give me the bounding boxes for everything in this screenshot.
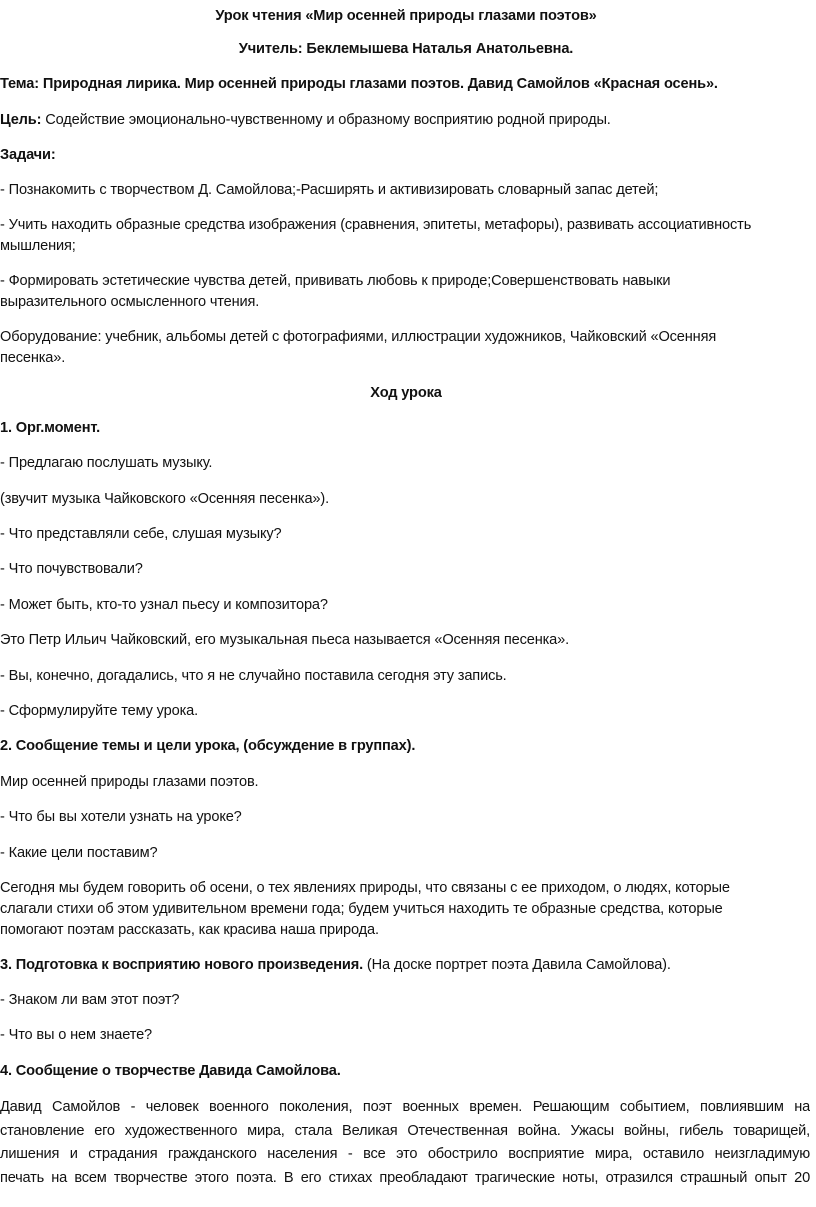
section-2-line: - Какие цели поставим? [0,845,158,861]
teacher-name: Учитель: Беклемышева Наталья Анатольевна. [238,41,574,57]
goal-label: Цель: [0,112,42,128]
section-1-line: (звучит музыка Чайковского «Осенняя песенка»). [0,491,330,507]
section-1-line: - Сформулируйте тему урока. [0,703,199,719]
topic-line [0,74,812,95]
section-1-line: - Что почувствовали? [0,561,143,577]
section-4-paragraph [0,1096,810,1190]
section-4-paragraph-line: становление его художественного мира, стала Великая Отечественная война. Ужасы войны, гибель товарищей, [0,1122,810,1139]
task-item: - Формировать эстетические чувства детей, прививать любовь к природе;Совершенствовать навыки [0,273,671,289]
task-item: - Познакомить с творчеством Д. Самойлова;-Расширять и активизировать словарный запас детей; [0,182,659,198]
section-2-paragraph-line: слагали стихи об этом удивительном времени года; будем учиться находить те образные средства, которые [0,901,723,917]
section-3-line: - Знаком ли вам этот поэт? [0,992,180,1008]
task-item: выразительного осмысленного чтения. [0,294,260,310]
lesson-title: Урок чтения «Мир осенней природы глазами поэтов» [215,8,597,24]
section-2-paragraph-line: Сегодня мы будем говорить об осени, о тех явлениях природы, что связаны с ее приходом, о людях, которые [0,880,730,896]
section-1-line: - Вы, конечно, догадались, что я не случайно поставила сегодня эту запись. [0,668,507,684]
section-2-line: Мир осенней природы глазами поэтов. [0,774,259,790]
goal-text: Содействие эмоционально-чувственному и образному восприятию родной природы. [41,112,611,128]
section-1-line: - Предлагаю послушать музыку. [0,455,213,471]
task-item: - Учить находить образные средства изображения (сравнения, эпитеты, метафоры), развивать ассоциативность [0,217,752,233]
section-4-paragraph-line: печать на всем творчестве этого поэта. В его стихах преобладают трагические ноты, отразился страшный опыт 20 [0,1169,810,1186]
equipment-line: Оборудование: учебник, альбомы детей с фотографиями, иллюстрации художников, Чайковский «Осенняя [0,329,717,345]
tasks-label: Задачи: [0,147,56,163]
section-3-heading-line [0,955,812,976]
section-1-line: - Что представляли себе, слушая музыку? [0,526,282,542]
section-3-heading: 3. Подготовка к восприятию нового произведения. [0,957,364,973]
lesson-flow-heading: Ход урока [370,385,442,401]
section-4-paragraph-line: Давид Самойлов - человек военного поколения, поэт военных времен. Решающим событием, повлиявшим на [0,1099,810,1115]
section-2-heading: 2. Сообщение темы и цели урока, (обсуждение в группах). [0,738,416,754]
section-2-paragraph-line: помогают поэтам рассказать, как красива наша природа. [0,922,379,938]
section-1-heading: 1. Орг.момент. [0,420,101,436]
section-3-note: (На доске портрет поэта Давила Самойлова). [363,957,671,973]
goal-line [0,110,812,131]
section-2-line: - Что бы вы хотели узнать на уроке? [0,809,242,825]
section-3-line: - Что вы о нем знаете? [0,1027,153,1043]
section-1-line: - Может быть, кто-то узнал пьесу и композитора? [0,597,328,613]
task-item: мышления; [0,238,76,254]
section-4-paragraph-line: лишения и страдания гражданского населения - все это обострило восприятие мира, оставило неизгладимую [0,1146,810,1162]
equipment-line: песенка». [0,350,66,366]
section-4-heading: 4. Сообщение о творчестве Давида Самойлова. [0,1063,341,1079]
topic-label: Тема: [0,76,39,92]
section-1-line: Это Петр Ильич Чайковский, его музыкальная пьеса называется «Осенняя песенка». [0,632,569,648]
topic-text: Природная лирика. Мир осенней природы глазами поэтов. Давид Самойлов «Красная осень». [38,76,718,92]
